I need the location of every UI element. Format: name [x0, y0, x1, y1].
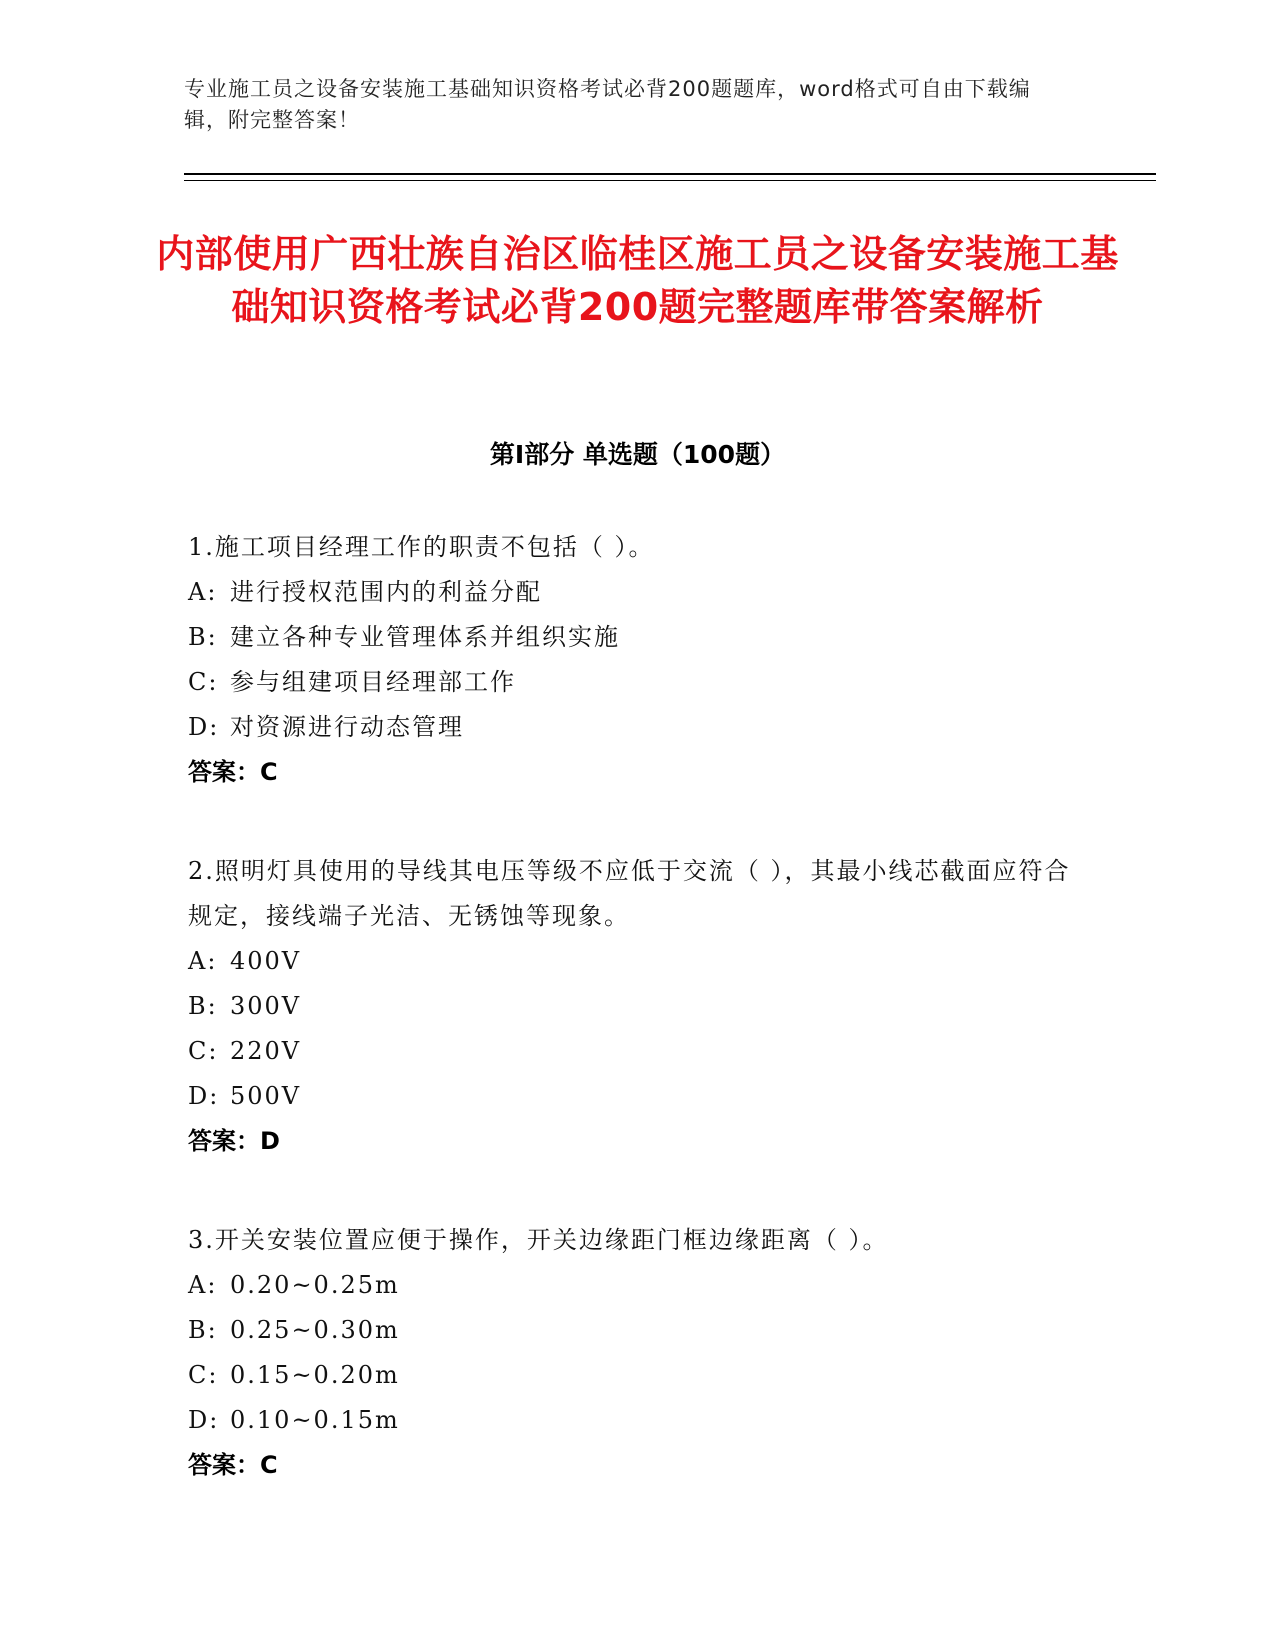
option-key: D:: [188, 1082, 220, 1110]
option-c: [188, 1353, 1088, 1398]
option-text: 300V: [230, 992, 302, 1020]
option-d: [188, 1398, 1088, 1443]
question-item: [188, 525, 1088, 795]
option-text: 进行授权范围内的利益分配: [230, 578, 542, 606]
option-a: [188, 570, 1088, 615]
answer-line: 答案：C: [188, 1451, 278, 1479]
header-divider-thin: [184, 180, 1156, 181]
section-heading: 第Ⅰ部分 单选题（100题）: [489, 440, 786, 469]
document-title: 内部使用广西壮族自治区临桂区施工员之设备安装施工基础知识资格考试必背200题完整题库带答案解析: [156, 232, 1119, 329]
option-b: [188, 984, 1088, 1029]
answer-line: 答案：D: [188, 1127, 280, 1155]
option-a: [188, 1263, 1088, 1308]
option-key: A:: [188, 578, 218, 606]
option-text: 0.10~0.15m: [230, 1406, 400, 1434]
option-d: [188, 1074, 1088, 1119]
option-key: D:: [188, 1406, 220, 1434]
option-text: 建立各种专业管理体系并组织实施: [230, 623, 620, 651]
header-divider-thick: [184, 173, 1156, 175]
question-stem: 3.开关安装位置应便于操作，开关边缘距门框边缘距离（ ）。: [188, 1226, 889, 1254]
option-key: A:: [188, 1271, 218, 1299]
option-text: 220V: [230, 1037, 302, 1065]
question-list: [188, 525, 1088, 1488]
option-key: C:: [188, 1361, 219, 1389]
option-text: 400V: [230, 947, 302, 975]
option-c: [188, 1029, 1088, 1074]
option-key: A:: [188, 947, 218, 975]
option-key: B:: [188, 992, 218, 1020]
question-stem: 2.照明灯具使用的导线其电压等级不应低于交流（ ），其最小线芯截面应符合规定，接线端子光洁、无锈蚀等现象。: [188, 857, 1071, 930]
question-stem: 1.施工项目经理工作的职责不包括（ ）。: [188, 533, 655, 561]
option-text: 参与组建项目经理部工作: [230, 668, 516, 696]
option-text: 0.15~0.20m: [230, 1361, 400, 1389]
question-item: [188, 1218, 1088, 1488]
option-b: [188, 615, 1088, 660]
option-c: [188, 660, 1088, 705]
question-item: [188, 849, 1088, 1164]
option-text: 500V: [230, 1082, 302, 1110]
option-key: C:: [188, 668, 219, 696]
option-key: B:: [188, 1316, 218, 1344]
option-key: B:: [188, 623, 218, 651]
header-note: 专业施工员之设备安装施工基础知识资格考试必背200题题库，word格式可自由下载编辑，附完整答案！: [184, 77, 1031, 132]
option-b: [188, 1308, 1088, 1353]
option-text: 0.25~0.30m: [230, 1316, 400, 1344]
option-key: C:: [188, 1037, 219, 1065]
option-d: [188, 705, 1088, 750]
option-text: 对资源进行动态管理: [230, 713, 464, 741]
option-text: 0.20~0.25m: [230, 1271, 400, 1299]
answer-line: 答案：C: [188, 758, 278, 786]
option-key: D:: [188, 713, 220, 741]
option-a: [188, 939, 1088, 984]
